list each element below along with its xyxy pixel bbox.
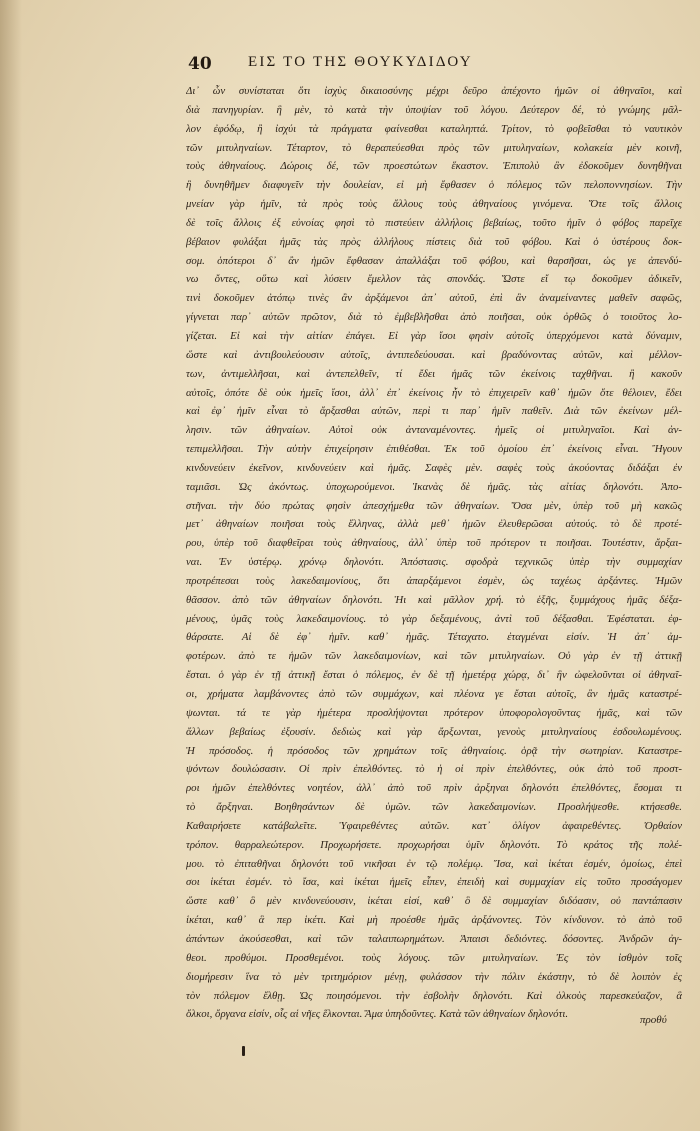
text-line: ἔσται. ὁ γὰρ ἐν τῇ ἀττικῇ ἔσται ὁ πόλεμος, ἐν δὲ τῇ ἡμετέρᾳ χώρᾳ, δι᾽ ἣν ὠφελοῦνται οἱ ἀθηναῖ- [186,669,682,682]
running-head: ΕΙΣ ΤΟ ΤΗΣ ΘΟΥΚΥΔΙΔΟΥ [248,54,473,70]
text-line: ρου, ὑπὲρ τοῦ διαφθεῖραι τοὺς ἀθηναίους, ἀλλ᾽ ὑπὲρ τοῦ πρότερον τι ποιῆσαι. Τουτέστιν, ἄρξαι- [186,537,682,550]
text-line: μένους, ὑμᾶς τοὺς λακεδαιμονίους. τὸ γὰρ δεξαμένους, ἀντὶ τοῦ δέξασθαι. Ἐφέσταται. ἐφ- [186,612,682,625]
text-line: ὥστε καὶ ἀντιβουλεύουσιν αὐτοῖς, ἀντιπεδεύουσαι. καὶ βραδύνοντας αὐτῶν, καὶ μέλλον- [186,348,682,361]
text-line: καὶ ἐφ᾽ ἡμῖν εἶναι τὸ ἄρξασθαι αὐτῶν, περὶ τι παρ᾽ ἡμῖν παθεῖν. Διὰ τῶν ἐκείνων μέλ- [186,405,682,418]
text-line: προτρέπεσαι τοὺς λακεδαιμονίους, ὅτι ἀπαρξάμενοι ἐσμὲν, ὡς ταχέως ἀρξάντες. Ἡμῶν [186,574,682,587]
text-line: στῆναι. τὴν δύο πρώτας φησὶν ἀπεσχήμεθα τῶν ἀθηναίων. Ὅσα μὲν, ὑπὲρ τοῦ μὴ κακῶς [186,499,682,512]
commentary-text [186,82,682,1024]
text-line: των, ἀντιμελλῆσαι, καὶ ἀντεπελθεῖν, τί ἔδει ἡμᾶς τῶν ἐκείνοις ταχθῆναι. ἢ κακοῦν [186,367,682,380]
catchword: προθύ [640,1014,667,1026]
text-line: φοτέρων. ἀπὸ τε ἡμῶν τῶν λακεδαιμονίων, καὶ τῶν μιτυληναίων. Οὐ γὰρ ἐν τῇ ἀττικῇ [186,650,682,663]
text-line: τῶν μιτυληναίων. Τέταρτον, τὸ θεραπεύεσθαι πρὸς τῶν μιτυληναίων, κολακεία μὲν κοινῆ, [186,141,682,154]
text-line: βέβαιον φυλάξαι ἡμᾶς τὰς πρὸς ἀλλήλους πίστεις διὰ τοῦ φόβου. Καὶ ὁ ὑστέρους δοκ- [186,235,682,248]
text-line: οι, χρήματα λαμβάνοντες ἀπὸ τῶν συμμάχων, καὶ πλέονα γε ἔσται αὐτοῖς, ἂν ἡμᾶς καταστρέ- [186,688,682,700]
text-line: νω ὄντες, οὕτω καὶ λύσειν ἔμελλον τὰς σπονδάς. Ὥστε εἴ τῳ δοκοῦμεν ἀδικεῖν, [186,273,682,286]
text-line: ναι. Ἐν ὑστέρῳ. χρόνῳ δηλονότι. Ἀπόστασις. σφοδρὰ τεχνικῶς ὑπὲρ τὴν συμμαχίαν [186,556,682,569]
text-line: γίζεται. Εἰ καὶ τὴν αἰτίαν ἐπάγει. Εἰ γὰρ ἴσοι φησὶν αὐτοῖς ὑπερχόμενοι κατὰ δύναμιν, [186,329,682,342]
text-line: κινδυνεύειν ἐκεῖνον, κινδυνεύειν καὶ ἡμᾶς. Σαφὲς μὲν. σαφὲς τοὺς ἀκούοντας διδάξαι ἐν [186,461,682,474]
text-line: ψωνται. τά τε γὰρ ἡμέτερα προσλήψονται πρότερον ὑποφορολογοῦντας ἡμᾶς, καὶ τῶν [186,706,682,719]
text-line: σομ. ὁπότεροι δ᾽ ἂν ἡμῶν ἔφθασαν ἀπαλλάξαι τοῦ φόβου, καὶ θαρσῆσαι, ὡς γε ἀπενδύ- [186,254,682,267]
text-line: τινὶ δοκοῦμεν ἀτόπῳ τινὲς ἂν ἀρξάμενοι ἀπ᾽ αὐτοῦ, ἐπὶ ἂν ἀναμείναντες μαθεῖν σαφῶς, [186,292,682,305]
text-line: ἄλλων βεβαίως ἐξουσίν. δεδιὼς καὶ γὰρ ἄρξωνται, γενοὺς μιτυληναίους ἐσδουλωμένους. [186,725,682,738]
text-line: ψόντων δουλώσασιν. Οἱ πρὶν ἐπελθόντες. τὸ ἡ οἱ πρὶν ἐπελθόντες, οὐκ ἀπὸ τοῦ προστ- [186,763,682,776]
text-line: διομήρεσιν ἵνα τὸ μὲν τριτημόριον μένῃ, φυλάσσον τὴν πόλιν ἑκάστην, τὸ δὲ λοιπὸν ἐς [186,970,682,983]
text-line: ταμιᾶσι. Ὡς ἀκόντως. ὑποχωρούμενοι. Ἱκανὰς δὲ ἡμᾶς. τὰς αἰτίας δηλονότι. Ἀπο- [186,480,682,493]
text-line: ροι ἡμῶν ἐπελθόντες νοητέον, ἀλλ᾽ ἀπὸ τοῦ πρὶν ἀρξηναι δηλονότι ἐπελθόντες, ἔσομαι τι [186,782,682,795]
text-line: διὰ πανηγυρίαν. ἣ μὲν, τὸ κατὰ τὴν ὑποψίαν τοῦ λόγου. Δεύτερον δέ, τὸ γνώμης μᾶλ- [186,103,682,116]
text-line: μετ᾽ ἀθηναίων ποιῆσαι τοὺς ἕλληνας, ἀλλὰ μεθ᾽ ἡμῶν ἐλευθερῶσαι αὐτούς. τὸ δὲ προτέ- [186,518,682,531]
text-line: ἱκέται, καθ᾽ ἃ περ ἱκέτι. Καὶ μὴ προέσθε ἡμᾶς ἀρξάνοντες. Τὸν κίνδυνον. τὸ ἀπὸ τοῦ [186,914,682,927]
text-line: μνείαν γὰρ ἡμῖν, τὰ πρὸς τοὺς ἄλλους τοὺς ἀθηναίους γινόμενα. Ὅτε τοῖς ἄλλοις [186,198,682,211]
page-header [188,54,688,80]
text-line: Δι᾽ ὧν συνίσταται ὅτι ἰσχὺς δικαιοσύνης μέχρι δεῦρο ἀπέχοντο ἡμῶν οἱ ἀθηναῖοι, καὶ [186,85,682,97]
text-line: σοι ἱκέται ἐσμέν. τὸ ἴσα, καὶ ἱκέται ἡμεῖς εἶπεν, ἐπειδὴ καὶ συμμαχίαν εἰς τοῦτο προσάγομεν [186,876,682,889]
text-line: θάρσατε. Αἱ δὲ ἐφ᾽ ἡμῖν. καθ᾽ ἡμᾶς. Τέταχατο. ἐταγμέναι εἰσίν. Ἡ ἀπ᾽ ἀμ- [186,631,682,644]
text-line: ὅλκοι, ὄργανα εἰσίν, οἷς αἱ νῆες ἕλκονται. Ἅμα ὑπηδοῦντες. Κατὰ τῶν ἀθηναίων δηλονότι. [186,1008,569,1021]
text-line: λησιν. τῶν ἀθηναίων. Αὐτοὶ οὐκ ἀνταναμένοντες. ἡμεῖς οἱ μιτυληναῖοι. Καὶ ἀν- [186,424,682,437]
binding-shadow [0,0,22,1131]
text-line: θᾶσσον. ἀπὸ τῶν ἀθηναίων δηλονότι. Ἡι καὶ μᾶλλον χρή. τὸ ἑξῆς, ξυμμάχους ἡμᾶς δέξα- [186,593,682,606]
text-line: ὥστε καθ᾽ ὃ μὲν κινδυνεύουσιν, ἱκέται εἰσί, καθ᾽ ὃ δὲ συμμαχίαν διδόασιν, οὐ παντάπασιν [186,895,682,908]
text-line: τρόπον. θαρραλεώτερον. Προχωρήσετε. προχωρήσαι ὑμῖν δηλονότι. Τὸ κράτος τῆς πολέ- [186,838,682,851]
text-line: τὸ ἄρξηναι. Βοηθησάντων δὲ ὑμῶν. τῶν λακεδαιμονίων. Προσλήψεσθε. κτήσεσθε. [186,801,682,814]
text-line: ἀπάντων ἀκούσεσθαι, καὶ τῶν ταλαιπωρημάτων. Ἀπαισι δεδιόντες. δόσοντες. Ἀνδρῶν ἀγ- [186,932,682,945]
text-line: ἢ δυνηθῆμεν διαφυγεῖν τὴν δουλείαν, εἰ μὴ ἔφθασεν ὁ πόλεμος τῶν πελοποννησίων. Τὴν [186,179,682,192]
text-line: μου. τὸ ἐπιταθῆναι δηλονότι τοῦ νικῆσαι ἐν τῷ πολέμῳ. Ἴσα, καὶ ἱκέται ἐσμέν, ὁμοίως, ἐπεὶ [186,857,682,870]
text-line: λον ἐφόδῳ, ἢ ἰσχύι τὰ πράγματα φαίνεσθαι καταληπτά. Τρίτον, τὸ φοβεῖσθαι τὸ ναυτικὸν [186,122,682,135]
text-line: τὸν πόλεμον ἔλθῃ. Ὡς ποιησόμενοι. τὴν ἐσβολὴν δηλονότι. Καὶ ὁλκοὺς παρεσκεύαζον, ἃ [186,989,682,1002]
text-line: τεπιμελλῆσαι. Τὴν αὐτὴν ἐπιχείρησιν ἐπιθέσθαι. Ἐκ τοῦ ὁμοίου ἐπ᾽ ἐκείνοις εἶναι. Ἤγουν [186,443,682,456]
text-line: Καθαιρήσετε κατάβαλεῖτε. Ὑφαιρεθέντες αὐτῶν. κατ᾽ ὀλίγον ἀφαιρεθέντες. Ὀρθαίον [186,819,682,832]
ink-mark [242,1046,245,1056]
text-line: αὐτοῖς, ὁπότε δὲ οὐκ ἡμεῖς ἴσοι, ἀλλ᾽ ἐπ᾽ ἐκείνοις ἦν τὸ ἐπιχειρεῖν καθ᾽ ἡμῶν ὅτε θέλοιεν, ἔδει [186,386,682,399]
page-number: 40 [188,54,212,74]
text-line: τοὺς ἀθηναίους. Δώροις δέ, τῶν προεστώτων ἕκαστον. Ἐπιπολὺ ἂν ἐδοκοῦμεν δυνηθῆναι [186,160,682,173]
text-line: θεοι. προθύμοι. Προσθεμένοι. τοὺς λόγους. τῶν μιτυληναίων. Ἐς τὸν ἰσθμὸν τοῖς [186,951,682,964]
text-line: γίγνεται παρ᾽ αὐτῶν πρῶτον, διὰ τὸ ἐμβεβλῆσθαι ἀπὸ ποιῆσαι, οὐκ ὀρθῶς ὁ τοιοῦτος λο- [186,311,682,324]
text-line: Ἡ πρόσοδος. ἡ πρόσοδος τῶν χρημάτων τοῖς ἀθηναίοις. ὁρᾷ τὴν σωτηρίαν. Καταστρε- [186,744,682,757]
text-line: δὲ τοῖς ἄλλοις ἐξ εὐνοίας φησὶ τὸ πιστεύειν ἀλλήλοις βεβαίως, τοῦτο ἡμῖν ὁ φόβος παρεῖχε [186,216,682,229]
